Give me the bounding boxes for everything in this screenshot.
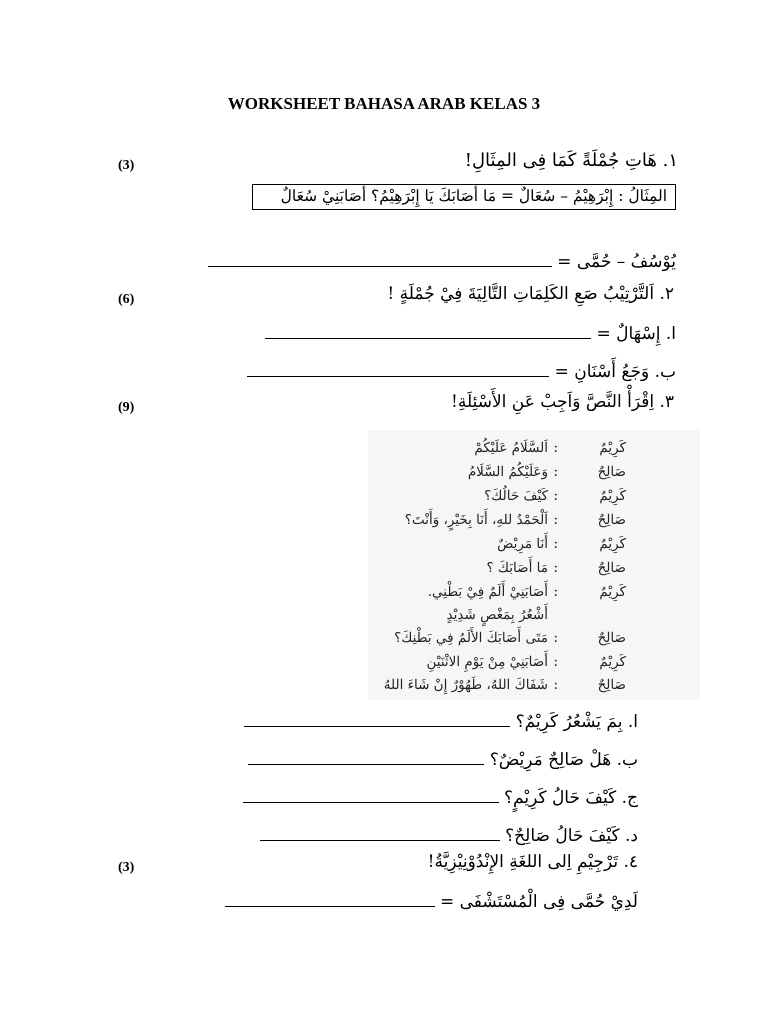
dialogue-text: وَعَلَيْكُمُ السَّلَامُ (467, 464, 548, 480)
dialogue-speaker: صَالِحٌ (597, 630, 626, 646)
dialogue-text: أَنَا مَرِيْضٌ (497, 536, 548, 552)
dialogue-text: اَلسَّلَامُ عَلَيْكُمْ (474, 440, 548, 456)
answer-blank[interactable] (244, 710, 510, 727)
q3-question-d (260, 824, 638, 846)
dialogue-text: أَصَابَنِيْ أَلَمٌ فِيْ بَطْنِي. (427, 584, 548, 600)
q2-prompt: ٢. اَلتَّرْتِيْبُ صَعِ الكَلِمَاتِ التَّالِيَةَ فِيْ جُمْلَةٍ ! (387, 284, 674, 304)
dialogue-text: أَصَابَنِيْ مِنْ يَوْمِ الاثْنَيْنِ (426, 654, 548, 670)
dialogue-text: كَيْفَ حَالُكَ؟ (484, 488, 548, 504)
q3-prompt: ٣. اِقْرَأْ النَّصَّ وَاَجِبْ عَنِ الأَسْئِلَةِ! (451, 392, 674, 412)
dialogue-speaker: كَرِيْمٌ (599, 654, 626, 670)
dialogue-text: مَا أَصَابَكَ ؟ (486, 560, 548, 576)
dialogue-text: شَفَاكَ اللهُ، طَهُوْرٌ إِنْ شَاءَ اللهُ (383, 677, 548, 693)
q1-example-box: المِثَالُ : إِبْرَهِيْمُ – سُعَالٌ = مَا أَصَابَكَ يَا إِبْرَهِيْمُ؟ أَصَابَنِيْ سُعَالٌ (252, 184, 676, 210)
q1-item (208, 250, 676, 272)
q3-question-b-text: ب. هَلْ صَالِحٌ مَرِيْضٌ؟ (489, 750, 638, 770)
answer-blank[interactable] (260, 824, 500, 841)
q3-question-a-text: ا. بِمَ يَشْعُرُ كَرِيْمٌ؟ (515, 712, 638, 732)
q3-question-c-text: ج. كَيْفَ حَالُ كَرِيْمٍ؟ (504, 788, 638, 808)
q3-marks: (9) (118, 400, 135, 415)
answer-blank[interactable] (248, 748, 484, 765)
q2-item-a (265, 322, 676, 344)
q1-item-text: يُوْسُفُ – حُمَّى = (557, 252, 676, 272)
dialogue-speaker: كَرِيْمٌ (599, 488, 626, 504)
dialogue-speaker: كَرِيْمٌ (599, 440, 626, 456)
dialogue-text: اَلْحَمْدُ للهِ، أَنَا بِخَيْرٍ، وَأَنْتَ؟ (404, 512, 548, 528)
answer-blank[interactable] (243, 786, 499, 803)
dialogue-text-image: كَرِيْمٌ : اَلسَّلَامُ عَلَيْكُمْ صَالِحٌ : وَعَلَيْكُمُ السَّلَامُ كَرِيْمٌ : كَيْفَ حَالُكَ؟ صَالِحٌ : اَلْحَمْدُ للهِ، أَنَا بِخَيْرٍ، وَأَنْتَ؟ كَرِيْمٌ : أَنَا مَرِيْضٌ صَالِحٌ : مَا أَصَابَكَ ؟ كَرِيْمٌ : أَصَابَنِيْ أَلَمٌ فِيْ بَطْنِي. أَشْعُرُ بِمَغْصٍ شَدِيْدٍ صَالِحٌ : مَتَى أَصَابَكَ الأَلَمُ فِي بَطْنِكَ؟ كَرِيْمٌ : أَصَابَنِيْ مِنْ يَوْمِ الاثْنَيْنِ صَالِحٌ : شَفَاكَ اللهُ، طَهُوْرٌ إِنْ شَاءَ اللهُ (368, 430, 700, 700)
answer-blank[interactable] (265, 322, 591, 339)
q3-question-b (248, 748, 638, 770)
q2-item-b (247, 360, 676, 382)
q3-question-c (243, 786, 638, 808)
dialogue-speaker: صَالِحٌ (597, 560, 626, 576)
q2-marks: (6) (118, 292, 135, 307)
q2-item-a-text: ا. إِسْهَالٌ = (596, 324, 676, 344)
dialogue-text: مَتَى أَصَابَكَ الأَلَمُ فِي بَطْنِكَ؟ (394, 630, 548, 646)
dialogue-text: أَشْعُرُ بِمَغْصٍ شَدِيْدٍ (446, 607, 548, 623)
dialogue-speaker: صَالِحٌ (597, 464, 626, 480)
dialogue-speaker: صَالِحٌ (597, 677, 626, 693)
worksheet-title: WORKSHEET BAHASA ARAB KELAS 3 (227, 94, 541, 113)
q3-question-a (244, 710, 638, 732)
q4-item (225, 890, 638, 912)
q1-prompt: ١. هَاتِ جُمْلَةً كَمَا فِى المِثَالِ! (464, 150, 678, 171)
dialogue-speaker: كَرِيْمٌ (599, 584, 626, 600)
q3-question-d-text: د. كَيْفَ حَالُ صَالِحٌ؟ (505, 826, 638, 846)
answer-blank[interactable] (225, 890, 435, 907)
q4-marks: (3) (118, 860, 135, 875)
q1-marks: (3) (118, 158, 135, 173)
q2-item-b-text: ب. وَجَعُ أَسْنَانِ = (554, 362, 676, 382)
q4-prompt: ٤. تَرْجِيْمِ اِلى اللغَةِ الإِنْدُوْنِيْزِيَّةُ! (427, 852, 638, 872)
dialogue-speaker: كَرِيْمٌ (599, 536, 626, 552)
q4-item-text: لَدِيْ حُمَّى فِى الْمُسْتَشْفَى = (439, 892, 638, 912)
answer-blank[interactable] (208, 250, 552, 267)
dialogue-speaker: صَالِحٌ (597, 512, 626, 528)
answer-blank[interactable] (247, 360, 549, 377)
